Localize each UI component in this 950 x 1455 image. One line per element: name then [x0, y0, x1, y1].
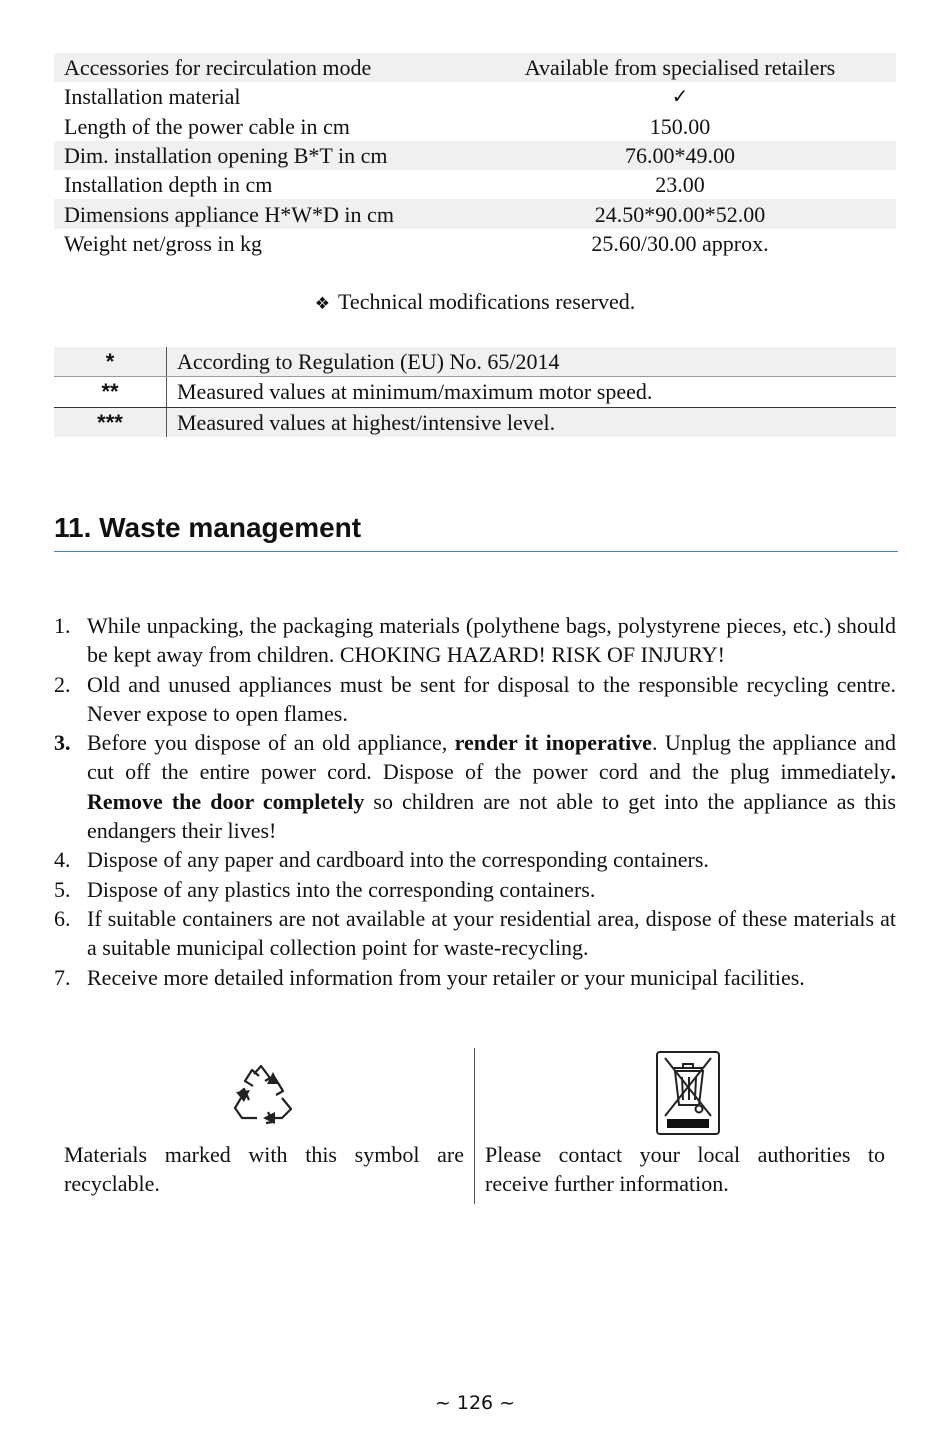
spec-label: Accessories for recirculation mode [54, 53, 464, 82]
footnote-mark: ** [54, 377, 167, 407]
list-number: 6. [54, 905, 71, 931]
note-text: Technical modifications reserved. [338, 289, 636, 314]
spec-value: 23.00 [655, 172, 705, 198]
footnotes-table [54, 347, 896, 437]
spec-row [54, 229, 896, 258]
diamond-bullet-icon: ❖ [314, 294, 331, 314]
page-number: ~ 126 ~ [434, 1392, 516, 1414]
list-text: Old and unused appliances must be sent for disposal to the responsible recycling centre. Never expose to open flames. [87, 671, 896, 726]
spec-label: Weight net/gross in kg [64, 230, 263, 256]
spec-row [54, 199, 896, 228]
spec-value: 24.50*90.00*52.00 [464, 199, 896, 228]
section-rule [54, 551, 898, 552]
list-item [54, 875, 896, 904]
footnote-row [54, 377, 896, 407]
spec-row [54, 141, 896, 170]
list-number: 7. [54, 964, 71, 990]
footnote-mark: *** [54, 407, 167, 437]
spec-row [54, 82, 896, 111]
spec-value: 25.60/30.00 approx. [591, 230, 769, 256]
technical-data-table [54, 53, 896, 258]
list-text: Before you dispose of an old appliance, [87, 730, 455, 756]
list-text: Receive more detailed information from your retailer or your municipal facilities. [87, 964, 805, 990]
footnote-text: Measured values at highest/intensive level. [167, 407, 897, 437]
list-number: 1. [54, 613, 71, 638]
symbol-caption: Please contact your local authorities to receive further information. [485, 1142, 885, 1197]
footnote-row [54, 407, 896, 437]
symbol-caption: Materials marked with this symbol are recyclable. [64, 1142, 464, 1197]
section-heading: 11. Waste management [54, 512, 362, 543]
list-text-bold: . Remove the door completely [87, 759, 896, 814]
list-number: 2. [54, 671, 71, 697]
spec-row [54, 112, 896, 141]
checkmark-icon: ✓ [671, 84, 689, 109]
list-item [54, 845, 896, 874]
list-text: Dispose of any paper and cardboard into the corresponding containers. [87, 847, 709, 873]
list-text-bold: render it inoperative [454, 730, 652, 756]
spec-label: Length of the power cable in cm [64, 113, 350, 139]
crossed-out-wheelie-bin-icon [655, 1050, 721, 1136]
list-item [54, 670, 896, 729]
list-text: so children are not able to get into the appliance as this endangers their lives! [87, 788, 896, 844]
waste-management-list [54, 611, 896, 992]
spec-value: Available from specialised retailers [464, 53, 896, 82]
list-text: . Unplug the appliance and cut off the entire power cord. Dispose of the power cord and the plug immediately [87, 730, 896, 785]
list-text: If suitable containers are not available at your residential area, dispose of these materials at a suitable municipal collection point for waste-recycling. [87, 905, 896, 961]
spec-value: 150.00 [649, 113, 711, 139]
list-item [54, 611, 896, 670]
spec-label: Installation material [64, 84, 241, 110]
spec-row [54, 170, 896, 199]
spec-row [54, 53, 896, 82]
list-item [54, 904, 896, 963]
list-item [54, 963, 896, 992]
weee-symbol-column [475, 1048, 885, 1204]
footnote-text: According to Regulation (EU) No. 65/2014 [167, 347, 897, 377]
spec-label: Installation depth in cm [64, 172, 273, 198]
disposal-symbols [54, 1048, 896, 1204]
list-number: 5. [54, 876, 71, 902]
footnote-mark: * [54, 347, 167, 377]
spec-label: Dimensions appliance H*W*D in cm [54, 199, 464, 228]
footnote-row [54, 347, 896, 377]
list-text: While unpacking, the packaging materials (polythene bags, polystyrene pieces, etc.) should be kept away from children. CHOKING HAZARD! RISK OF INJURY! [87, 613, 896, 668]
list-item [54, 728, 896, 845]
spec-label: Dim. installation opening B*T in cm [54, 141, 464, 170]
list-number: 3. [54, 730, 71, 756]
footnote-text: Measured values at minimum/maximum motor speed. [167, 377, 897, 407]
technical-note [0, 287, 950, 319]
list-text: Dispose of any plastics into the corresponding containers. [87, 876, 596, 902]
recycling-symbol-column [54, 1048, 464, 1204]
recycling-symbol-icon [230, 1062, 296, 1126]
spec-value: 76.00*49.00 [464, 141, 896, 170]
list-number: 4. [54, 847, 71, 873]
